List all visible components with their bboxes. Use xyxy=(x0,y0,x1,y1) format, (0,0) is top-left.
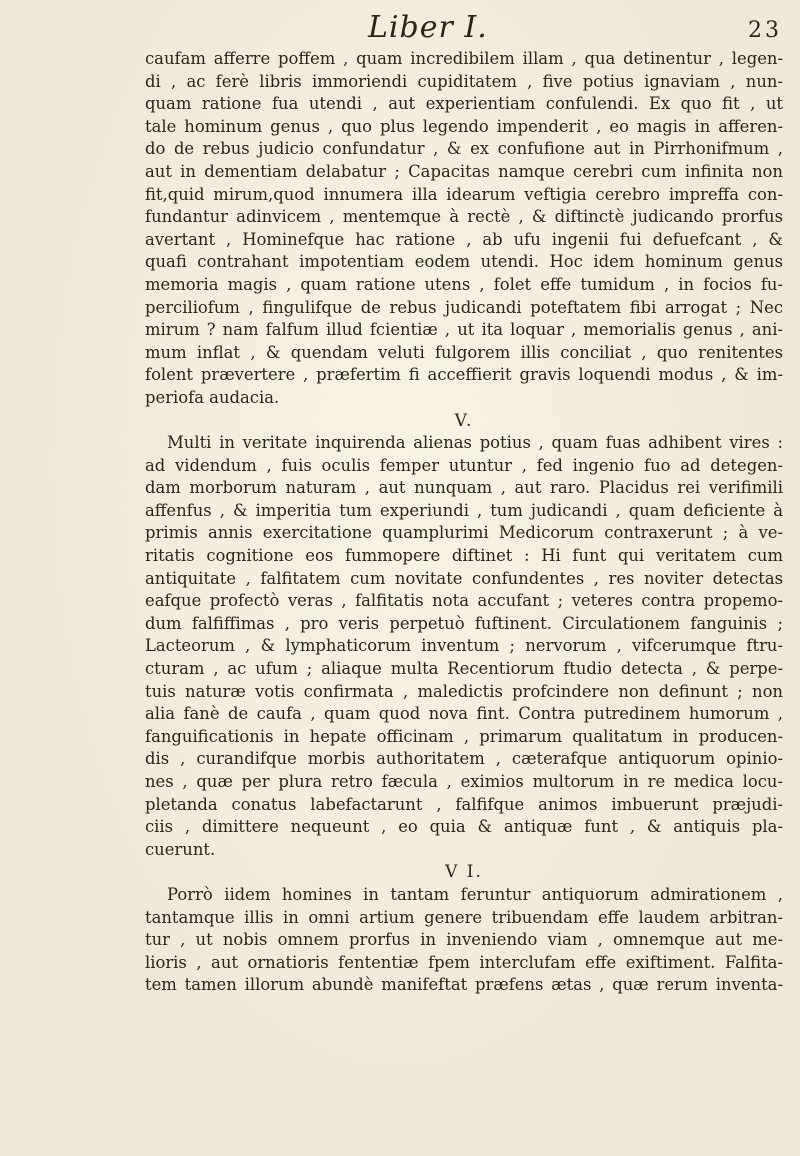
text-line: fanguificationis in hepate officinam , primarum qualitatum in producen- xyxy=(145,726,783,746)
text-line: affenfus , & imperitia tum experiundi , tum judicandi , quam deficiente à xyxy=(145,500,783,520)
body-text xyxy=(145,48,783,997)
text-line: ciis , dimittere nequeunt , eo quia & antiquæ funt , & antiquis pla- xyxy=(145,817,783,837)
text-line: cturam , ac ufum ; aliaque multa Recentiorum ftudio detecta , & perpe- xyxy=(145,659,783,679)
paragraph xyxy=(145,432,783,861)
text-line: fundantur adinvicem , mentemque à rectè , & diftinctè judicando prorfus xyxy=(145,207,783,227)
text-line: tuis naturæ votis confirmata , maledictis profcindere non definunt ; non xyxy=(145,681,783,701)
text-line: mirum ? nam falfum illud fcientiæ , ut ita loquar , memorialis genus , ani- xyxy=(145,320,783,340)
paragraph xyxy=(145,884,783,997)
text-line: Lacteorum , & lymphaticorum inventum ; nervorum , vifcerumque ftru- xyxy=(145,636,783,656)
text-line: quam ratione fua utendi , aut experientiam confulendi. Ex quo fit , ut xyxy=(145,94,783,114)
text-line: tale hominum genus , quo plus legendo impenderit , eo magis in afferen- xyxy=(145,116,783,136)
text-line: periofa audacia. xyxy=(145,387,280,407)
text-line: tantamque illis in omni artium genere tribuendam effe laudem arbitran- xyxy=(145,907,783,927)
text-line: dam morborum naturam , aut nunquam , aut raro. Placidus rei verifimili xyxy=(145,478,783,498)
text-line: memoria magis , quam ratione utens , folet effe tumidum , in focios fu- xyxy=(145,274,783,294)
text-line: ritatis cognitione eos fummopere diftinet : Hi funt qui veritatem cum xyxy=(145,546,783,566)
text-line: primis annis exercitatione quamplurimi Medicorum contraxerunt ; à ve- xyxy=(145,523,783,543)
paragraph xyxy=(145,48,783,410)
page-header xyxy=(0,8,800,48)
text-line: ad videndum , fuis oculis femper utuntur , fed ingenio fuo ad detegen- xyxy=(145,455,783,475)
text-line: fit,quid mirum,quod innumera illa idearum veftigia cerebro impreffa con- xyxy=(145,184,783,204)
text-line: tem tamen illorum abundè manifeftat præfens ætas , quæ rerum inventa- xyxy=(145,975,783,995)
text-line: avertant , Hominefque hac ratione , ab ufu ingenii fui defuefcant , & xyxy=(145,229,783,249)
text-line: dis , curandifque morbis authoritatem , cæterafque antiquorum opinio- xyxy=(145,749,783,769)
text-line: folent prævertere , præfertim fi acceffierit gravis loquendi modus , & im- xyxy=(145,365,783,385)
text-line: antiquitate , falfitatem cum novitate confundentes , res noviter detectas xyxy=(145,568,783,588)
text-line: tur , ut nobis omnem prorfus in inveniendo viam , omnemque aut me- xyxy=(145,930,783,950)
page-number: 23 xyxy=(748,18,782,43)
text-line: dum falfiffimas , pro veris perpetuò fuftinent. Circulationem fanguinis ; xyxy=(145,613,783,633)
text-line: caufam afferre poffem , quam incredibilem illam , qua detinentur , legen- xyxy=(145,49,783,68)
text-line: mum inflat , & quendam veluti fulgorem illis conciliat , quo renitentes xyxy=(145,342,783,362)
text-line: di , ac ferè libris immoriendi cupiditatem , five potius ignaviam , nun- xyxy=(145,71,783,91)
text-line: cuerunt. xyxy=(145,839,216,859)
text-line: nes , quæ per plura retro fæcula , eximios multorum in re medica locu- xyxy=(145,772,783,791)
text-line: quafi contrahant impotentiam eodem utendi. Hoc idem hominum genus xyxy=(145,252,783,272)
running-title: Liber I. xyxy=(368,10,488,45)
text-line: do de rebus judicio confundatur , & ex confufione aut in Pirrhonifmum , xyxy=(145,139,783,159)
section-heading: V I. xyxy=(445,862,483,883)
text-line: Porrò iidem homines in tantam feruntur antiquorum admirationem , xyxy=(167,884,783,904)
section-heading: V. xyxy=(454,410,474,431)
text-line: eafque profectò veras , falfitatis nota accufant ; veteres contra propemo- xyxy=(145,591,783,611)
text-line: perciliofum , fingulifque de rebus judicandi poteftatem fibi arrogat ; Nec xyxy=(145,297,783,317)
text-line: pletanda conatus labefactarunt , falfifque animos imbuerunt præjudi- xyxy=(145,794,783,814)
text-line: lioris , aut ornatioris fententiæ fpem interclufam effe exiftiment. Falfita- xyxy=(145,952,783,972)
text-line: alia fanè de caufa , quam quod nova fint. Contra putredinem humorum , xyxy=(145,704,783,724)
text-line: Multi in veritate inquirenda alienas potius , quam fuas adhibent vires : xyxy=(167,433,783,453)
text-line: aut in dementiam delabatur ; Capacitas namque cerebri cum infinita non xyxy=(145,161,783,181)
